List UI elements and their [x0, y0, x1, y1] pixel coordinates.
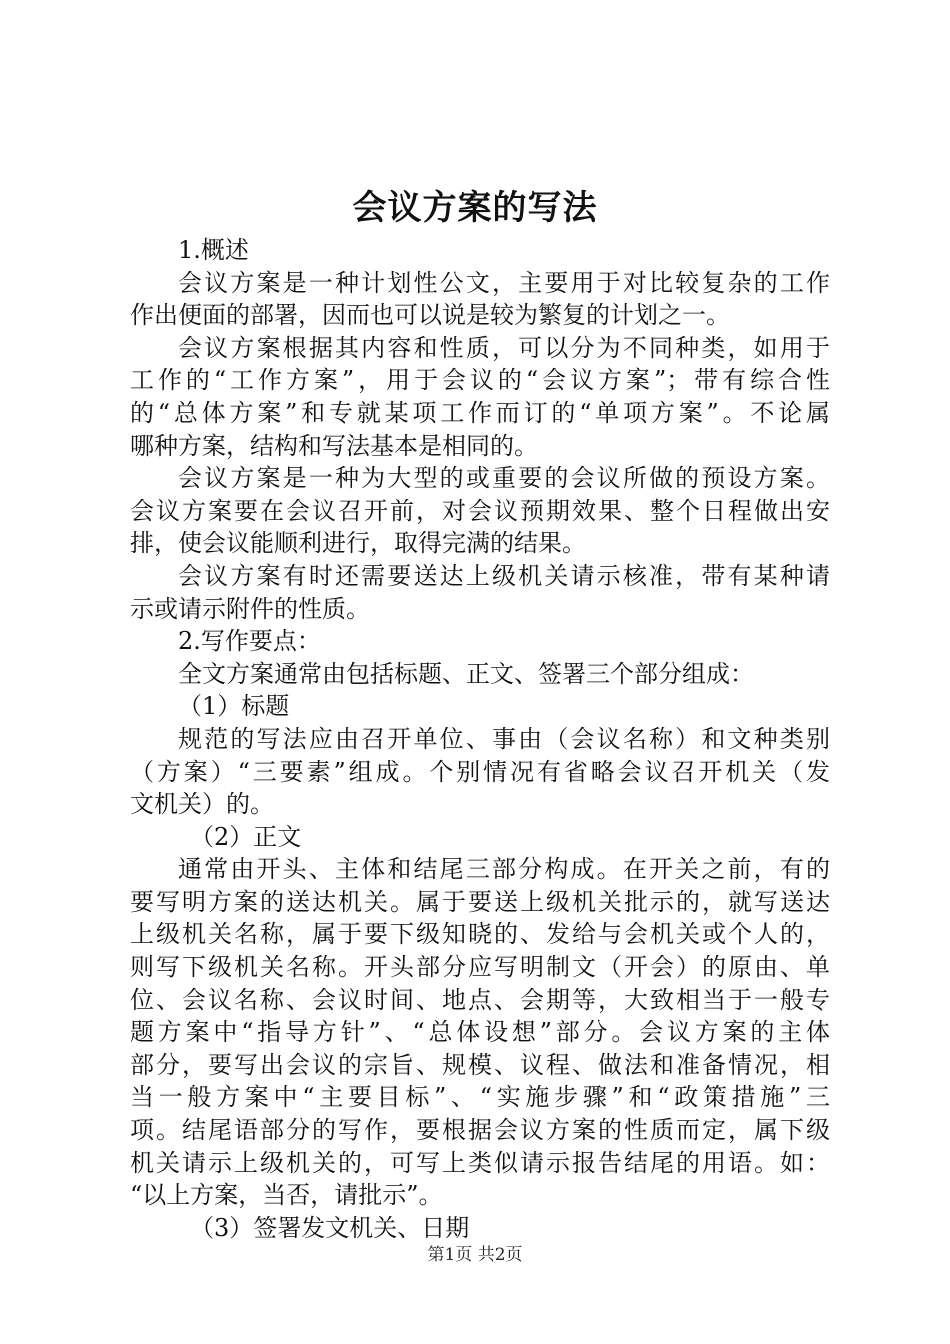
text-line: 排，使会议能顺利进行，取得完满的结果。 — [130, 529, 586, 558]
text-line: 文机关）的。 — [130, 790, 274, 819]
text-line: 规范的写法应由召开单位、事由（会议名称）和文种类别 — [178, 724, 830, 753]
text-line: 位、会议名称、会议时间、地点、会期等，大致相当于一般专 — [130, 985, 830, 1014]
page-number-footer: 第1页 共2页 — [427, 1245, 523, 1265]
text-line: 会议方案要在会议召开前，对会议预期效果、整个日程做出安 — [130, 496, 830, 525]
text-line: 作出便面的部署，因而也可以说是较为繁复的计划之一。 — [130, 301, 730, 330]
text-line: 1.概述 — [178, 236, 249, 264]
text-line: 部分，要写出会议的宗旨、规模、议程、做法和准备情况，相 — [130, 1050, 830, 1079]
text-line: 2.写作要点： — [178, 627, 321, 656]
document-body — [130, 234, 830, 1244]
text-line: （方案）“三要素”组成。个别情况有省略会议召开机关（发 — [130, 757, 830, 786]
text-line: 哪种方案，结构和写法基本是相同的。 — [130, 431, 538, 460]
text-line: 会议方案有时还需要送达上级机关请示核准，带有某种请 — [178, 561, 830, 590]
text-line: 示或请示附件的性质。 — [130, 594, 370, 623]
text-line: 上级机关名称，属于要下级知晓的、发给与会机关或个人的， — [130, 920, 830, 949]
text-line: 通常由开头、主体和结尾三部分构成。在开关之前，有的 — [178, 855, 830, 884]
text-line: 会议方案是一种为大型的或重要的会议所做的预设方案。 — [178, 464, 830, 493]
text-line: 则写下级机关名称。开头部分应写明制文（开会）的原由、单 — [130, 953, 830, 982]
text-line: 工作的“工作方案”，用于会议的“会议方案”；带有综合性 — [130, 366, 830, 395]
text-line: 题方案中“指导方针”、“总体设想”部分。会议方案的主体 — [130, 1018, 830, 1047]
text-line: 当一般方案中“主要目标”、“实施步骤”和“政策措施”三 — [130, 1083, 830, 1112]
document-title: 会议方案的写法 — [352, 188, 598, 228]
text-line: 会议方案根据其内容和性质，可以分为不同种类，如用于 — [178, 333, 830, 362]
text-line: 会议方案是一种计划性公文，主要用于对比较复杂的工作 — [178, 268, 830, 297]
text-line: 机关请示上级机关的，可写上类似请示报告结尾的用语。如： — [130, 1148, 830, 1177]
text-line: “以上方案，当否，请批示”。 — [130, 1181, 443, 1210]
text-line: 全文方案通常由包括标题、正文、签署三个部分组成： — [178, 659, 754, 688]
text-line: 的“总体方案”和专就某项工作而订的“单项方案”。不论属 — [130, 398, 830, 427]
text-line: 项。结尾语部分的写作，要根据会议方案的性质而定，属下级 — [130, 1116, 830, 1145]
text-line: （3）签署发文机关、日期 — [190, 1213, 470, 1242]
text-line: （2）正文 — [190, 822, 302, 851]
text-line: 要写明方案的送达机关。属于要送上级机关批示的，就写送达 — [130, 887, 830, 916]
text-line: （1）标题 — [178, 692, 290, 721]
